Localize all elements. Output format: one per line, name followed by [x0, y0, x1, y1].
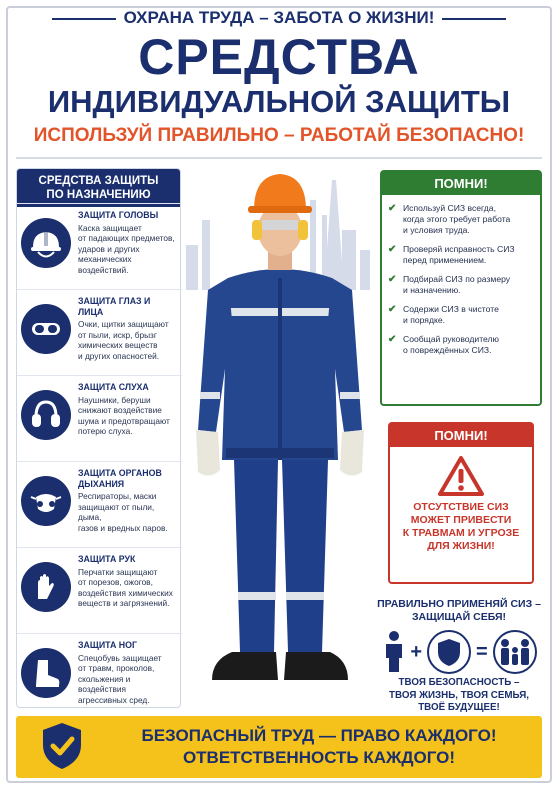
warning-panel — [388, 422, 534, 584]
check-icon: ✔ — [388, 334, 397, 345]
remember-line: перед применением. — [403, 255, 487, 265]
ppe-desc-line: скольжения и воздействия — [78, 673, 131, 694]
ppe-desc-line: от травм, проколов, — [78, 663, 155, 673]
remember-line: и условия труда. — [403, 225, 470, 235]
ppe-desc-line: газов и вредных паров. — [78, 522, 168, 533]
remember-line: о повреждённых СИЗ. — [403, 345, 492, 355]
ppe-title: ЗАЩИТА НОГ — [78, 640, 137, 650]
ppe-desc-line: Спецобувь защищает — [78, 652, 162, 663]
gloves-icon — [21, 562, 71, 612]
ppe-title: ЗАЩИТА ОРГАНОВ ДЫХАНИЯ — [78, 468, 162, 489]
check-icon: ✔ — [388, 203, 397, 214]
ppe-heading-line2: ПО НАЗНАЧЕНИЮ — [46, 189, 151, 201]
ppe-title: ЗАЩИТА ГЛАЗ И ЛИЦА — [78, 296, 151, 317]
remember-panel — [380, 170, 542, 406]
bottom-banner — [16, 716, 542, 778]
ppe-desc-line: Респираторы, маски — [78, 491, 157, 501]
warning-heading: ПОМНИ! — [390, 424, 532, 447]
ppe-desc-line: от порезов, ожогов, — [78, 577, 153, 587]
shield-icon — [436, 637, 462, 667]
remember-heading: ПОМНИ! — [382, 172, 540, 195]
remember-item — [382, 304, 540, 326]
ppe-desc-line: Перчатки защищают — [78, 566, 158, 577]
ppe-heading-line1: СРЕДСТВА ЗАЩИТЫ — [38, 175, 159, 187]
ppe-desc-line: Каска защищает — [78, 222, 142, 233]
remember-item — [382, 334, 540, 356]
safety-line: ТВОЁ БУДУЩЕЕ! — [418, 702, 500, 713]
ppe-item-eyes — [17, 289, 182, 375]
ppe-desc-line: от пыли, искр, брызг — [78, 329, 157, 340]
warning-line: ОТСУТСТВИЕ СИЗ — [413, 501, 509, 513]
remember-item — [382, 274, 540, 296]
ppe-desc-line: ударов и других — [78, 243, 140, 254]
ppe-title: ЗАЩИТА РУК — [78, 554, 136, 564]
warning-triangle-icon — [437, 455, 485, 497]
plus-sign: + — [410, 640, 422, 663]
ppe-title: ЗАЩИТА ГОЛОВЫ — [78, 210, 159, 220]
remember-line: когда этого требует работа — [403, 214, 511, 224]
warning-line: ДЛЯ ЖИЗНИ! — [427, 540, 495, 552]
remember-item — [382, 244, 540, 266]
remember-line: и порядке. — [403, 315, 445, 325]
top-slogan — [0, 8, 558, 28]
ppe-desc-line: Наушники, беруши — [78, 394, 151, 405]
remember-item — [382, 203, 540, 236]
slogan-rule-right — [442, 18, 506, 20]
remember-line: и назначению. — [403, 285, 461, 295]
person-icon — [383, 630, 405, 674]
boot-icon — [21, 648, 71, 698]
warning-text — [390, 501, 532, 553]
equals-sign: = — [476, 640, 488, 663]
remember-line: Сообщай руководителю — [403, 334, 500, 344]
warning-line: К ТРАВМАМ И УГРОЗЕ — [402, 527, 520, 539]
check-icon: ✔ — [388, 244, 397, 255]
helmet-icon — [21, 218, 71, 268]
ppe-desc-line: от падающих предметов, — [78, 233, 175, 243]
ppe-desc-line: агрессивных сред. — [78, 694, 150, 705]
shield-check-icon — [40, 721, 84, 771]
safety-line: ТВОЯ БЕЗОПАСНОСТЬ – — [398, 677, 520, 688]
family-circle — [493, 630, 537, 674]
apply-heading-line1: ПРАВИЛЬНО ПРИМЕНЯЙ СИЗ – — [377, 598, 541, 610]
ppe-item-respiratory — [17, 461, 182, 547]
ppe-item-head — [17, 203, 182, 289]
safety-formula — [370, 628, 550, 676]
ppe-by-purpose-panel — [16, 168, 181, 708]
slogan-text: ОХРАНА ТРУДА – ЗАБОТА О ЖИЗНИ! — [123, 8, 435, 27]
banner-text — [104, 725, 534, 769]
safety-message — [366, 677, 552, 715]
ppe-desc-line: механических воздействий. — [78, 254, 132, 275]
check-icon: ✔ — [388, 274, 397, 285]
ppe-desc-line: химических веществ — [78, 340, 158, 350]
earmuffs-icon — [21, 390, 71, 440]
check-icon: ✔ — [388, 304, 397, 315]
poster-title-line1: СРЕДСТВА — [138, 29, 420, 85]
poster-subtitle: ИСПОЛЬЗУЙ ПРАВИЛЬНО – РАБОТАЙ БЕЗОПАСНО! — [33, 125, 525, 146]
remember-line: Подбирай СИЗ по размеру — [403, 274, 511, 284]
ppe-item-feet — [17, 633, 182, 719]
respirator-icon — [21, 476, 71, 526]
header-divider — [16, 157, 542, 159]
ppe-desc-line: Очки, щитки защищают — [78, 319, 169, 329]
apply-heading-line2: ЗАЩИЩАЙ СЕБЯ! — [411, 611, 507, 623]
ppe-desc-line: потерю слуха. — [78, 426, 133, 436]
worker-illustration — [182, 160, 378, 708]
slogan-rule-left — [52, 18, 116, 20]
remember-line: Проверяй исправность СИЗ — [403, 244, 515, 254]
remember-line: Используй СИЗ всегда, — [403, 203, 496, 213]
warning-line: МОЖЕТ ПРИВЕСТИ — [410, 514, 512, 526]
safety-line: ТВОЯ ЖИЗНЬ, ТВОЯ СЕМЬЯ, — [389, 689, 529, 701]
ppe-title: ЗАЩИТА СЛУХА — [78, 382, 149, 392]
family-icon — [497, 637, 533, 667]
banner-line2: ОТВЕТСТВЕННОСТЬ КАЖДОГО! — [182, 748, 456, 767]
ppe-desc-line: снижают воздействие — [78, 405, 162, 415]
ppe-desc-line: защищают от пыли, дыма, — [78, 501, 155, 522]
ppe-item-hearing — [17, 375, 182, 461]
banner-line1: БЕЗОПАСНЫЙ ТРУД — ПРАВО КАЖДОГО! — [141, 726, 497, 745]
remember-line: Содержи СИЗ в чистоте — [403, 304, 499, 314]
shield-circle — [427, 630, 471, 674]
poster-title-line2: ИНДИВИДУАЛЬНОЙ ЗАЩИТЫ — [47, 84, 511, 119]
ppe-desc-line: шума и предотвращают — [78, 415, 170, 426]
ppe-item-hands — [17, 547, 182, 633]
goggles-icon — [21, 304, 71, 354]
ppe-desc-line: и других опасностей. — [78, 350, 160, 361]
ppe-desc-line: веществ и загрязнений. — [78, 598, 170, 608]
ppe-desc-line: воздействия химических — [78, 587, 173, 598]
apply-ppe-heading — [366, 598, 552, 624]
ppe-panel-heading — [17, 169, 180, 207]
